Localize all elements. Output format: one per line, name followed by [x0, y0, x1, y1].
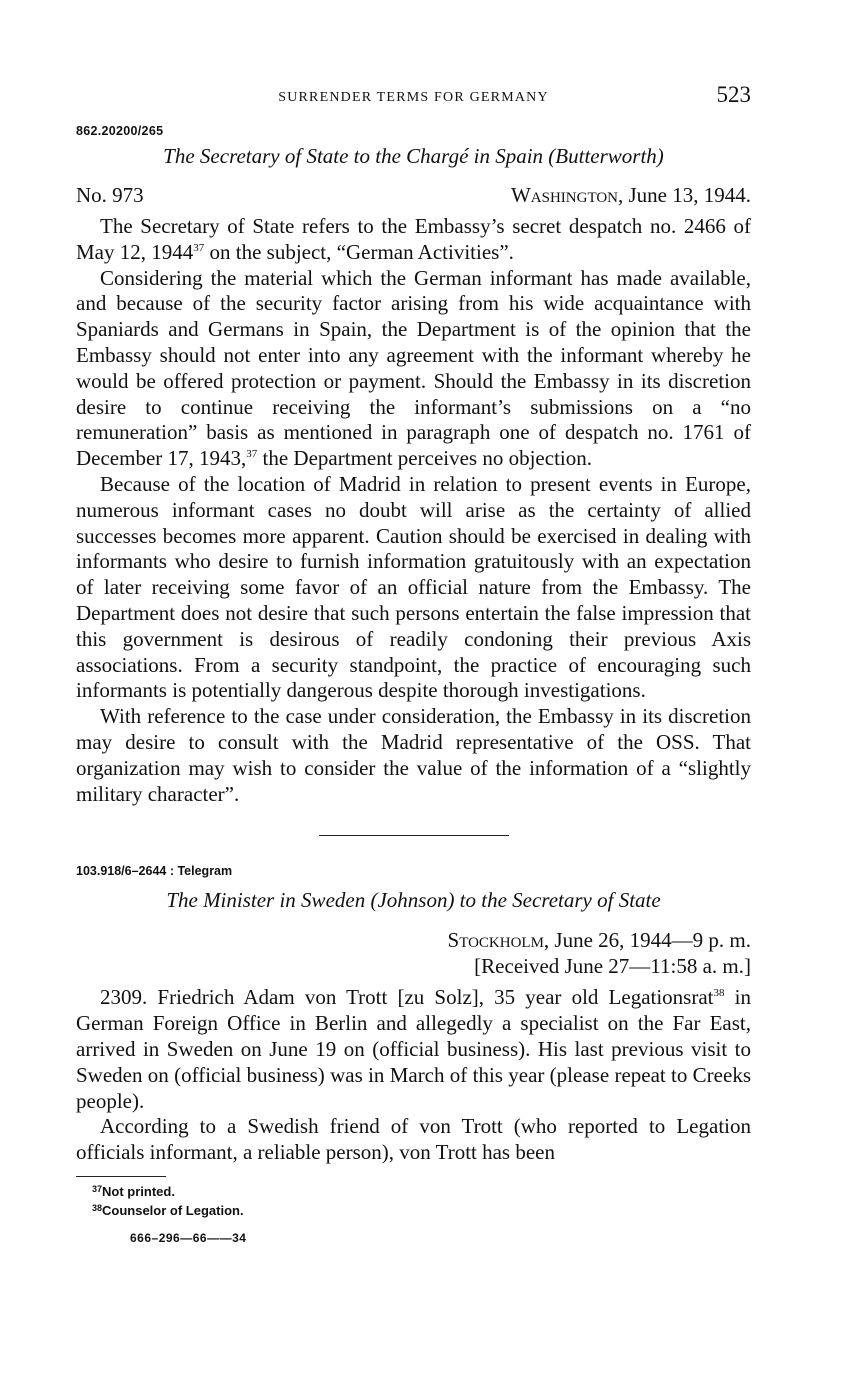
place: Washington [510, 183, 618, 207]
paragraph-text: the Department perceives no objection. [257, 446, 592, 471]
document-title: The Minister in Sweden (Johnson) to the Secretary of State [166, 888, 661, 913]
footnote [92, 1200, 751, 1219]
paragraph-text: in German Foreign Office in Berlin and allegedly a specialist on the Far East, arrived in Sweden on June 19 on (official business). His last previous visit to Sweden on (official business) was in March of this year (please repeat to Creeks people). [76, 985, 751, 1113]
footnote-ref: 38 [713, 987, 725, 1000]
footnote-ref: 37 [193, 241, 205, 254]
footnote-mark: 37 [92, 1183, 103, 1194]
file-number: 103.918/6–2644 : Telegram [76, 864, 233, 879]
paragraph [76, 266, 751, 472]
footnote-ref: 37 [246, 448, 258, 461]
footnote-text: Not printed. [102, 1183, 175, 1199]
print-code: 666–296—66——34 [130, 1230, 247, 1245]
place-date [76, 927, 751, 953]
document-number: No. 973 [76, 183, 144, 207]
footnotes [76, 1181, 751, 1219]
section-divider [319, 835, 509, 836]
running-title: SURRENDER TERMS FOR GERMANY [278, 90, 549, 105]
paragraph [76, 985, 751, 1114]
date: , June 13, 1944. [618, 183, 751, 207]
paragraph: With reference to the case under consideration, the Embassy in its discretion may desire to consult with the Madrid representative of the OSS. That organization may wish to consider the value of the information of a “slightly military character”. [76, 704, 751, 806]
document-body [76, 985, 751, 1166]
page-number: 523 [716, 82, 751, 107]
document-title: The Secretary of State to the Chargé in Spain (Butterworth) [163, 144, 664, 168]
paragraph-text: 2309. Friedrich Adam von Trott [zu Solz], 35 year old Legationsrat [100, 985, 714, 1010]
document-body [76, 214, 751, 807]
document-page [76, 78, 751, 1245]
file-number: 862.20200/265 [76, 124, 164, 138]
paragraph: According to a Swedish friend of von Trott (who reported to Legation officials informant, a reliable person), von Trott has been [76, 1114, 751, 1165]
received-line: [Received June 27—11:58 a. m.] [474, 954, 751, 979]
footnote-text: Counselor of Legation. [102, 1202, 244, 1218]
footnote [92, 1181, 751, 1200]
place: Stockholm [447, 928, 544, 953]
footnote-mark: 38 [92, 1202, 103, 1213]
footnote-divider [76, 1176, 166, 1177]
place-date [511, 183, 751, 208]
page-header [76, 78, 751, 114]
date: , June 26, 1944—9 p. m. [543, 928, 751, 953]
dateline [76, 927, 751, 979]
paragraph-text: The Secretary of State refers to the Embassy’s secret despatch no. 2466 of May 12, 1944 [76, 214, 751, 264]
paragraph-text: Considering the material which the German informant has made available, and because of the security factor arising from his wide acquaintance with Spaniards and Germans in Spain, the Department is of the opinion that the Embassy should not enter into any agreement with the informant whereby he would be offered protection or payment. Should the Embassy in its discretion desire to continue receiving the informant’s submissions on a “no remuneration” basis as mentioned in paragraph one of despatch no. 1761 of December 17, 1943, [76, 265, 751, 471]
dateline [76, 183, 751, 208]
paragraph [76, 214, 751, 266]
paragraph-text: on the subject, “German Activities”. [204, 239, 514, 264]
paragraph: Because of the location of Madrid in relation to present events in Europe, numerous informant cases no doubt will arise as the certainty of allied successes becomes more apparent. Caution should be exercised in dealing with informants who desire to furnish information gratuitously with an expectation of later receiving some favor of an official nature from the Embassy. The Department does not desire that such persons entertain the false impression that this government is desirous of readily condoning their previous Axis associations. From a security standpoint, the practice of encouraging such informants is potentially dangerous despite thorough investigations. [76, 471, 751, 703]
